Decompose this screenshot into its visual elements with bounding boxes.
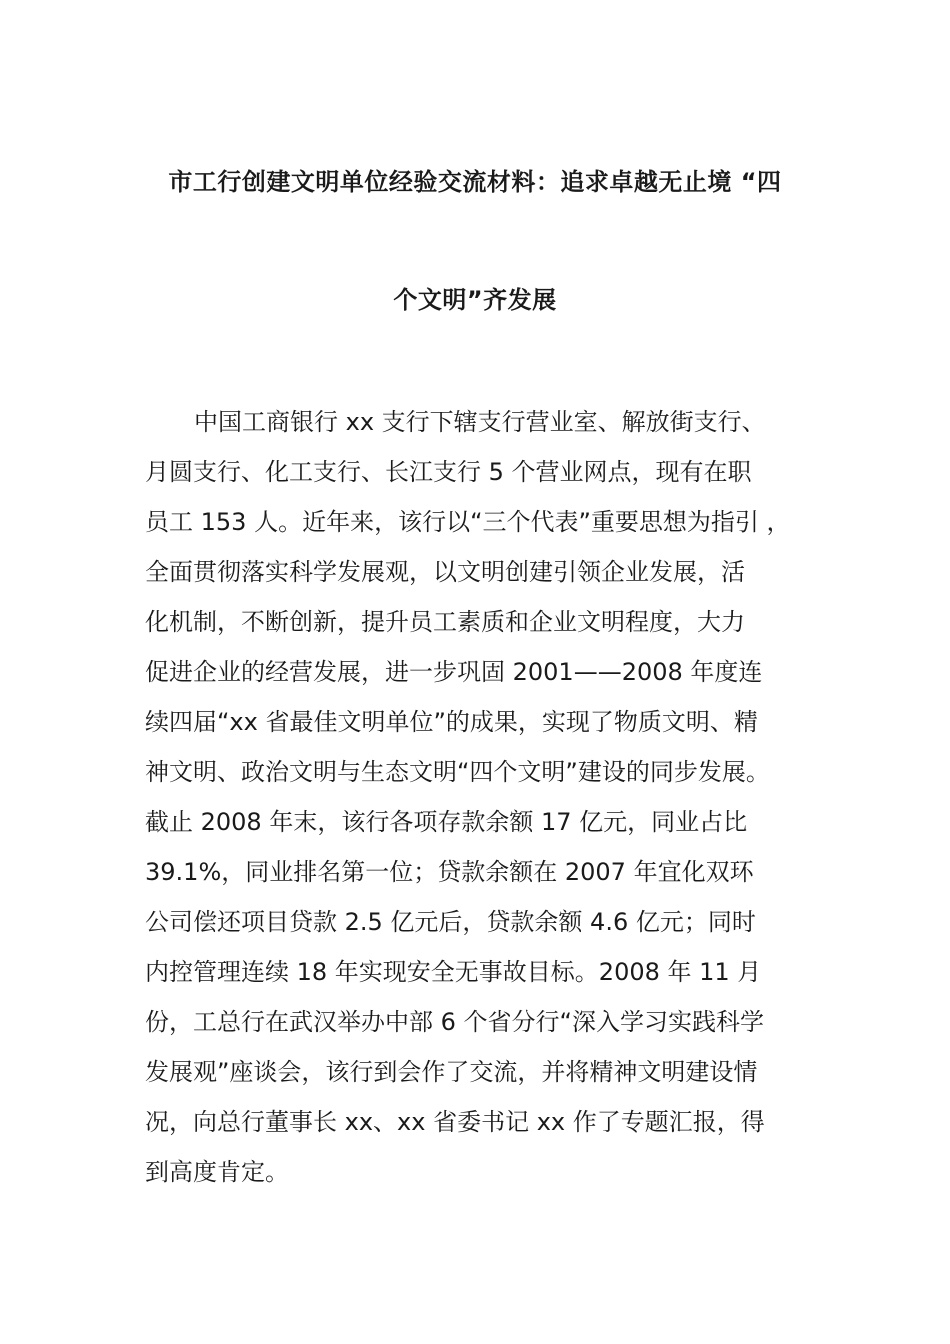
paragraph-line: 况，向总行董事长 xx、xx 省委书记 xx 作了专题汇报，得 [145, 1108, 765, 1136]
paragraph-line: 内控管理连续 18 年实现安全无事故目标。2008 年 11 月 [145, 958, 762, 986]
paragraph-line: 公司偿还项目贷款 2.5 亿元后，贷款余额 4.6 亿元；同时 [145, 908, 756, 936]
paragraph-line: 截止 2008 年末，该行各项存款余额 17 亿元，同业占比 [145, 808, 748, 836]
paragraph-line: 全面贯彻落实科学发展观，以文明创建引领企业发展，活 [145, 558, 745, 586]
paragraph-line: 发展观”座谈会，该行到会作了交流，并将精神文明建设情 [145, 1058, 758, 1086]
paragraph-line: 续四届“xx 省最佳文明单位”的成果，实现了物质文明、精 [145, 708, 758, 736]
paragraph-line: 中国工商银行 xx 支行下辖支行营业室、解放街支行、 [194, 408, 766, 436]
paragraph-line: 神文明、政治文明与生态文明“四个文明”建设的同步发展。 [145, 758, 770, 786]
paragraph-line: 到高度肯定。 [145, 1158, 289, 1186]
paragraph-line: 份，工总行在武汉举办中部 6 个省分行“深入学习实践科学 [145, 1008, 764, 1036]
paragraph-line: 39.1%，同业排名第一位；贷款余额在 2007 年宜化双环 [145, 858, 754, 886]
document-title-line-1: 市工行创建文明单位经验交流材料：追求卓越无止境 “四 [168, 168, 782, 196]
document-title-line-2: 个文明”齐发展 [393, 286, 557, 314]
paragraph-line: 员工 153 人。近年来，该行以“三个代表”重要思想为指引 ， [145, 508, 791, 536]
paragraph-line: 促进企业的经营发展，进一步巩固 2001——2008 年度连 [145, 658, 763, 686]
paragraph-line: 月圆支行、化工支行、长江支行 5 个营业网点，现有在职 [145, 458, 752, 486]
paragraph-line: 化机制，不断创新，提升员工素质和企业文明程度，大力 [145, 608, 745, 636]
